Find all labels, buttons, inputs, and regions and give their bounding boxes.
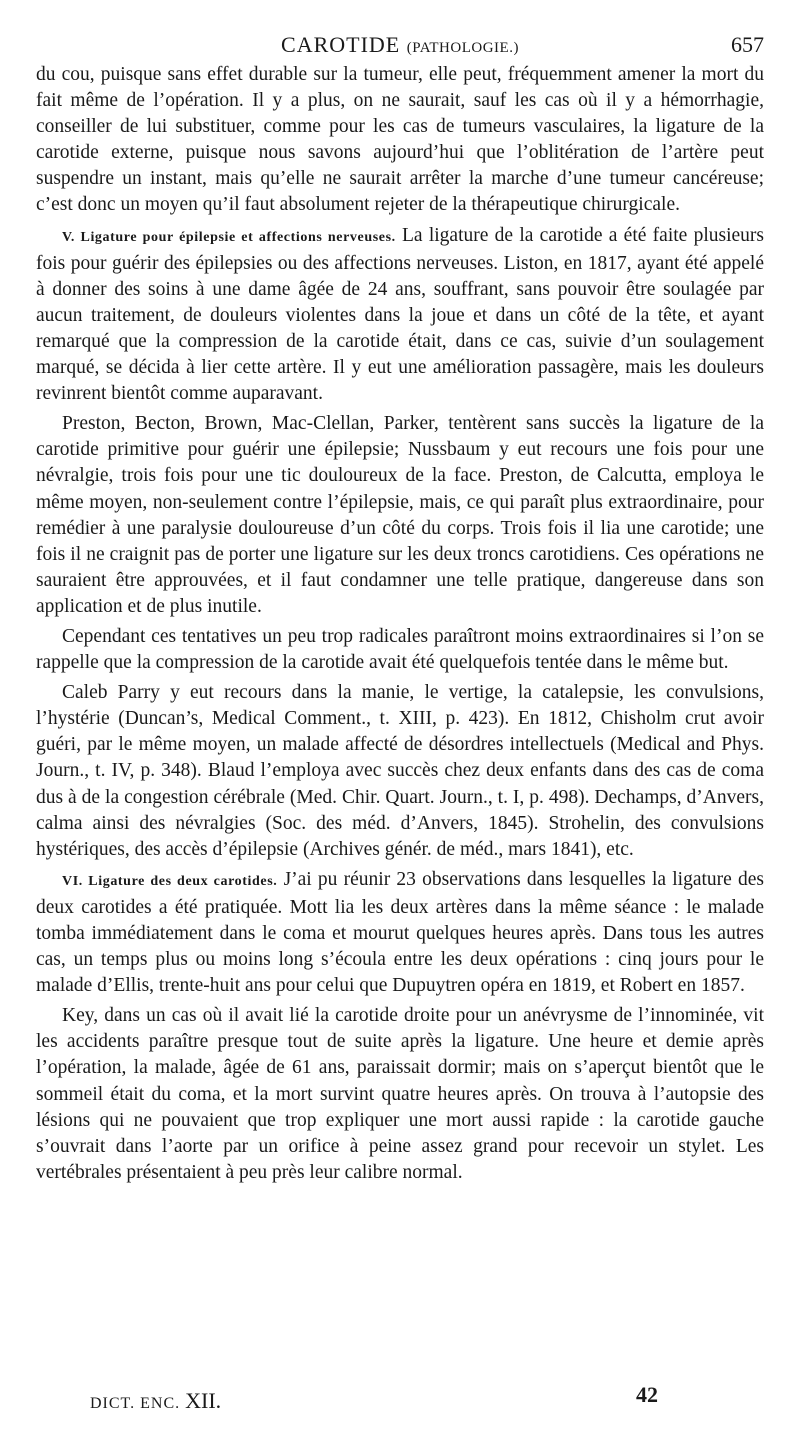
paragraph-6-text: J’ai pu réunir 23 observations dans lesquelles la ligature des deux carotides a été pratiquée. Mott lia les deux artères dans la même séance : le malade tomba immédiatement dans le coma et mourut quelques heures après. Dans tous les autres cas, un temps plus ou moins long s’écoula entre les deux opérations : cinq jours pour le malade d’Ellis, trente-huit ans pour celui que Dupuytren opéra en 1819, et Robert en 1857.	[36, 868, 764, 997]
paragraph-4-text: Cependant ces tentatives un peu trop radicales paraîtront moins extraordinaires si l’on se rappelle que la compression de la carotide avait été quelquefois tentée dans le même but.	[36, 625, 764, 674]
paragraph-5-text: Caleb Parry y eut recours dans la manie, le vertige, la catalepsie, les convulsions, l’hystérie (Duncan’s, Medical Comment., t. XIII, p. 423). En 1812, Chisholm crut avoir guéri, par le même moyen, un malade affecté de désordres intellectuels (Medical and Phys. Journ., t. IV, p. 348). Blaud l’employa avec succès chez deux enfants dans des cas de coma dus à de la congestion cérébrale (Med. Chir. Quart. Journ., t. I, p. 498). Dechamps, d’Anvers, calma ainsi des névralgies (Soc. des méd. d’Anvers, 1845). Strohelin, des convulsions hystériques, des accès d’épilepsie (Archives génér. de méd., mars 1841), etc.	[36, 682, 764, 860]
signature-volume: XII.	[185, 1388, 222, 1413]
header-section: (PATHOLOGIE.)	[406, 40, 519, 56]
paragraph-7	[36, 1003, 764, 1186]
paragraph-4	[36, 624, 764, 676]
folio-number: 42	[636, 1382, 658, 1407]
paragraph-3-text: Preston, Becton, Brown, Mac-Clellan, Parker, tentèrent sans succès la ligature de la carotide primitive pour guérir une épilepsie; Nussbaum y eut recours une fois pour une névralgie, trois fois pour une tic douloureux de la face. Preston, de Calcutta, employa le même moyen, non-seulement contre l’épilepsie, mais, ce qui paraît plus extraordinaire, pour remédier à une paralysie douloureuse d’un côté du corps. Trois fois il lia une carotide; une fois il ne craignit pas de porter une ligature sur les deux troncs carotidiens. Ces opérations ne sauraient être approuvées, et il faut condamner une telle pratique, dangereuse dans son application et de plus inutile.	[36, 413, 764, 617]
header-title: CAROTIDE	[281, 32, 401, 57]
paragraph-5	[36, 680, 764, 863]
text-body	[36, 62, 764, 1186]
paragraph-2-text: La ligature de la carotide a été faite plusieurs fois pour guérir des épilepsies ou des affections nerveuses. Liston, en 1817, ayant été appelé à donner des soins à une dame âgée de 24 ans, souffrant, sans pouvoir être soulagée par aucun traitement, de douleurs violentes dans la joue et dans un côté de la tête, et ayant remarqué que la compression de la carotide était, dans ce cas, suivie d’un soulagement marqué, se décida à lier cette artère. Il y eut une amélioration passagère, mais les douleurs revinrent bientôt comme auparavant.	[36, 224, 764, 405]
signature-text: DICT. ENC.	[90, 1395, 181, 1412]
signature-mark	[90, 1388, 221, 1414]
paragraph-1-text: du cou, puisque sans effet durable sur la tumeur, elle peut, fréquemment amener la mort du fait même de l’opération. Il y a plus, on ne saurait, sauf les cas où il y a hémorrhagie, conseiller de lui substituer, comme pour les cas de tumeurs vasculaires, la ligature de la carotide externe, puisque nous savons aujourd’hui que l’oblitération de l’artère peut suspendre un instant, mais qu’elle ne saurait arrêter la marche d’une tumeur cancéreuse; c’est donc un moyen qu’il faut absolument rejeter de la thérapeutique chirurgicale.	[36, 64, 764, 216]
running-title	[36, 30, 764, 63]
paragraph-6	[36, 867, 764, 999]
section-heading-vi: VI. Ligature des deux carotides.	[62, 873, 278, 889]
paragraph-1	[36, 62, 764, 219]
paragraph-3	[36, 411, 764, 620]
page-number: 657	[731, 32, 764, 57]
section-heading-v: V. Ligature pour épilepsie et affections nerveuses.	[62, 229, 396, 245]
page-footer	[90, 1384, 764, 1414]
paragraph-7-text: Key, dans un cas où il avait lié la carotide droite pour un anévrysme de l’innominée, vit les accidents paraître presque tout de suite après la ligature. Une heure et demie après l’opération, la malade, âgée de 61 ans, paraissait dormir; mais on s’aperçut bientôt que le sommeil était du coma, et la mort survint quatre heures après. On trouva à l’autopsie des lésions qui ne pouvaient que trop expliquer une mort aussi rapide : la carotide gauche s’ouvrait dans l’aorte par un orifice à peine assez grand pour recevoir un stylet. Les vertébrales présentaient à peu près leur calibre normal.	[36, 1005, 764, 1183]
paragraph-2	[36, 223, 764, 408]
running-header	[36, 30, 764, 60]
